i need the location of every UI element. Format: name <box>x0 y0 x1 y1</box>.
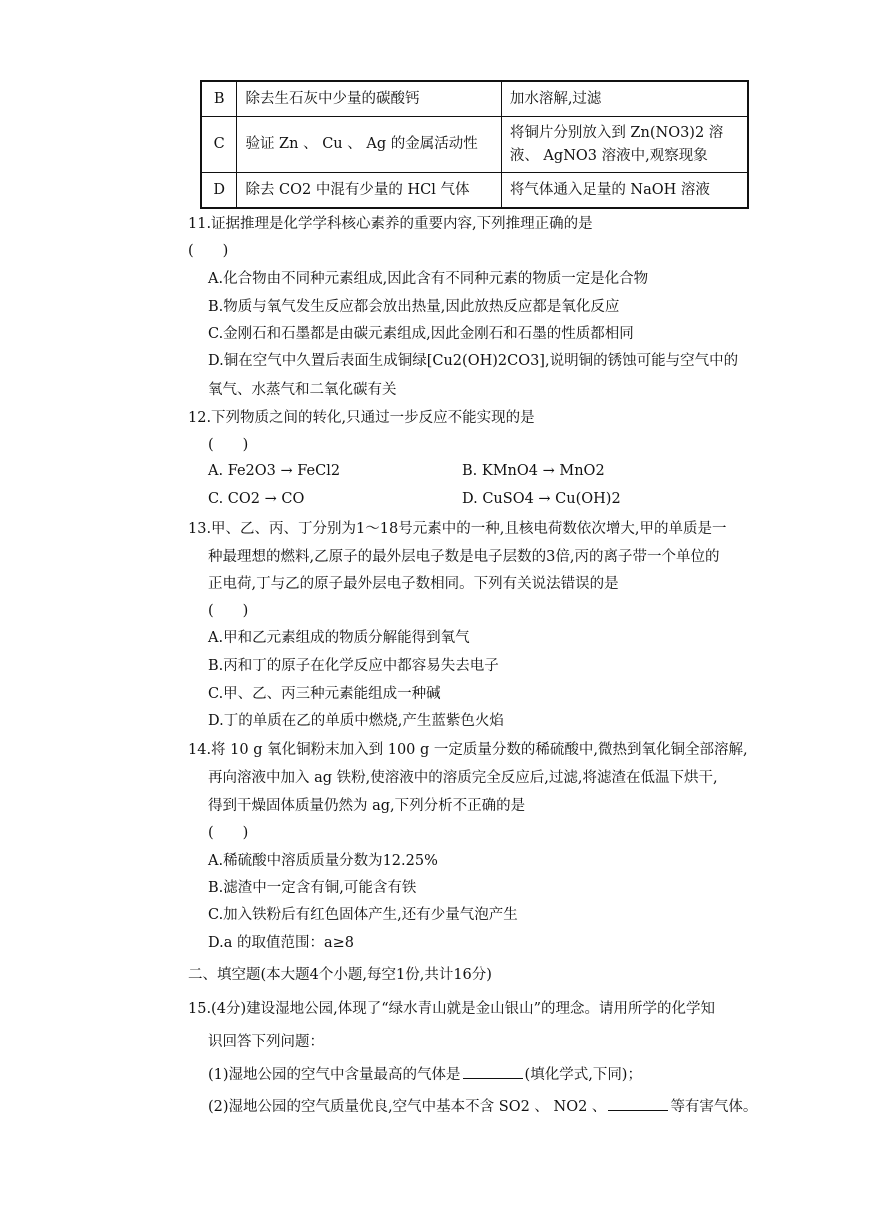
option-purpose: 除去 CO2 中混有少量的 HCl 气体 <box>237 173 501 209</box>
q11-option-d-cont: 氧气、水蒸气和二氧化碳有关 <box>208 382 397 398</box>
q12-option-a: A. Fe2O3 → FeCl2 <box>208 463 341 479</box>
q11-option-d: D.铜在空气中久置后表面生成铜绿[Cu2(OH)2CO3],说明铜的锈蚀可能与空气中的 <box>208 353 739 369</box>
q15-part2-text: (2)湿地公园的空气质量优良,空气中基本不含 SO2 、 NO2 、 <box>208 1099 607 1115</box>
table-row <box>201 173 748 209</box>
q13-option-b: B.丙和丁的原子在化学反应中都容易失去电子 <box>208 658 499 674</box>
q12-stem: 12.下列物质之间的转化,只通过一步反应不能实现的是 <box>188 410 535 426</box>
q11-stem: 11.证据推理是化学学科核心素养的重要内容,下列推理正确的是 <box>188 216 593 232</box>
q12-option-b: B. KMnO4 → MnO2 <box>462 463 605 479</box>
q15-part2 <box>208 1096 757 1117</box>
q13-stem-line1: 13.甲、乙、丙、丁分别为1～18号元素中的一种,且核电荷数依次增大,甲的单质是一 <box>188 521 727 537</box>
q14-answer-paren: ( ) <box>208 825 249 841</box>
table-row <box>201 81 748 117</box>
option-method <box>501 117 748 173</box>
option-method-line: 液、 AgNO3 溶液中,观察现象 <box>509 147 708 164</box>
q14-stem-line2: 再向溶液中加入 ag 铁粉,使溶液中的溶质完全反应后,过滤,将滤渣在低温下烘干, <box>208 770 718 786</box>
q15-part1 <box>208 1064 642 1085</box>
option-purpose: 验证 Zn 、 Cu 、 Ag 的金属活动性 <box>237 117 501 173</box>
q14-stem-line3: 得到干燥固体质量仍然为 ag,下列分析不正确的是 <box>208 798 526 814</box>
q12-option-c: C. CO2 → CO <box>208 491 305 507</box>
q13-answer-paren: ( ) <box>208 603 249 619</box>
option-method: 将气体通入足量的 NaOH 溶液 <box>501 173 748 209</box>
section-heading: 二、填空题(本大题4个小题,每空1份,共计16分) <box>188 967 492 983</box>
q12-option-d: D. CuSO4 → Cu(OH)2 <box>462 491 621 507</box>
options-table <box>200 80 749 209</box>
q14-option-d: D.a 的取值范围：a≥8 <box>208 935 354 951</box>
q15-part2-text-after: 等有害气体。 <box>670 1099 758 1115</box>
option-purpose: 除去生石灰中少量的碳酸钙 <box>237 81 501 117</box>
q13-option-d: D.丁的单质在乙的单质中燃烧,产生蓝紫色火焰 <box>208 713 504 729</box>
option-key: B <box>201 81 237 117</box>
q11-option-c: C.金刚石和石墨都是由碳元素组成,因此金刚石和石墨的性质都相同 <box>208 326 634 342</box>
option-key: C <box>201 117 237 173</box>
q15-part1-text-after: (填化学式,下同)； <box>524 1067 642 1083</box>
q13-option-a: A.甲和乙元素组成的物质分解能得到氧气 <box>208 630 470 646</box>
q14-option-b: B.滤渣中一定含有铜,可能含有铁 <box>208 880 417 896</box>
q13-stem-line3: 正电荷,丁与乙的原子最外层电子数相同。下列有关说法错误的是 <box>208 576 619 592</box>
q14-stem-line1: 14.将 10 g 氧化铜粉末加入到 100 g 一定质量分数的稀硫酸中,微热到氧化铜全部溶解, <box>188 742 748 758</box>
q14-option-c: C.加入铁粉后有红色固体产生,还有少量气泡产生 <box>208 907 518 923</box>
q15-stem-line2: 识回答下列问题： <box>208 1034 324 1050</box>
q12-answer-paren: ( ) <box>208 437 249 453</box>
q13-option-c: C.甲、乙、丙三种元素能组成一种碱 <box>208 686 441 702</box>
q15-stem-line1: 15.(4分)建设湿地公园,体现了“绿水青山就是金山银山”的理念。请用所学的化学知 <box>188 1001 716 1017</box>
option-method: 加水溶解,过滤 <box>501 81 748 117</box>
q13-stem-line2: 种最理想的燃料,乙原子的最外层电子数是电子层数的3倍,丙的离子带一个单位的 <box>208 549 720 565</box>
q11-option-a: A.化合物由不同种元素组成,因此含有不同种元素的物质一定是化合物 <box>208 271 649 287</box>
q14-option-a: A.稀硫酸中溶质质量分数为12.25% <box>208 853 438 869</box>
q15-part1-text: (1)湿地公园的空气中含量最高的气体是 <box>208 1067 461 1083</box>
answer-blank[interactable] <box>608 1096 668 1111</box>
option-key: D <box>201 173 237 209</box>
answer-blank[interactable] <box>463 1064 523 1079</box>
q11-option-b: B.物质与氧气发生反应都会放出热量,因此放热反应都是氧化反应 <box>208 299 620 315</box>
q11-answer-paren: ( ) <box>188 243 229 259</box>
option-method-line: 将铜片分别放入到 Zn(NO3)2 溶 <box>509 124 724 141</box>
table-row <box>201 117 748 173</box>
